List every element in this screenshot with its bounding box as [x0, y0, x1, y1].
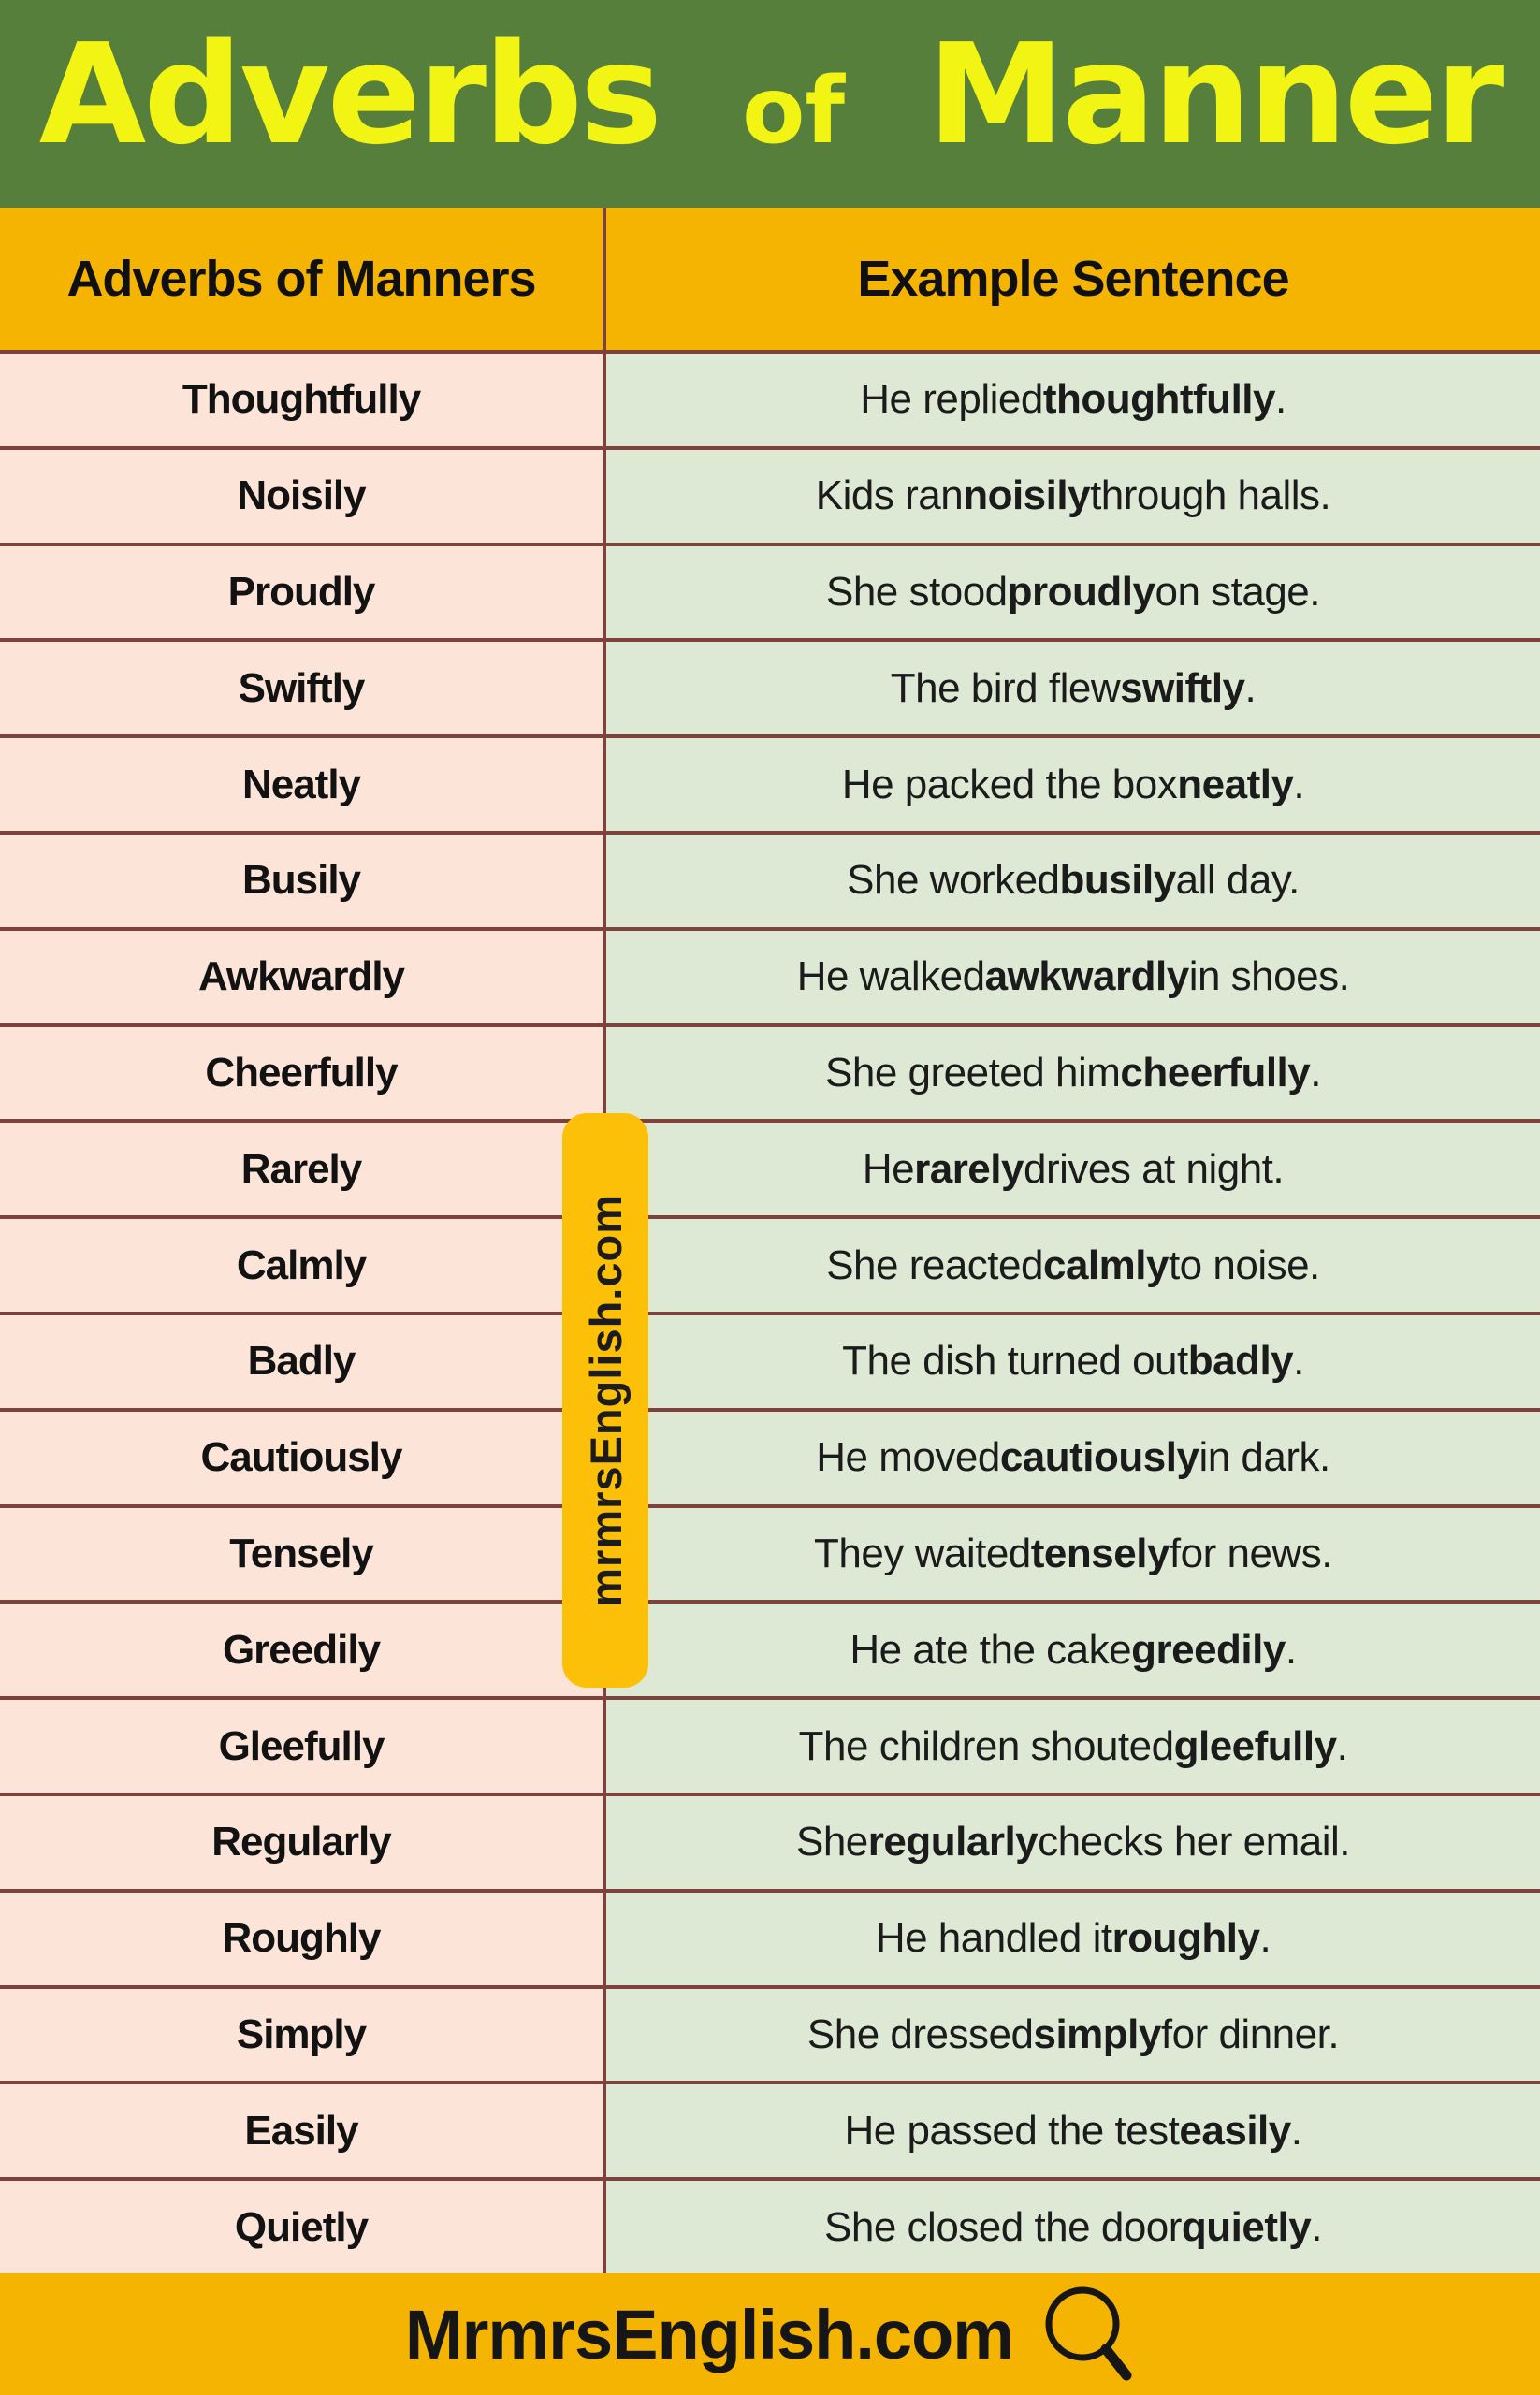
- sentence-post: for dinner.: [1160, 2010, 1340, 2057]
- footer: [0, 2273, 1540, 2395]
- table-row: [0, 354, 1540, 450]
- sentence-pre: The bird flew: [890, 664, 1121, 711]
- sentence-pre: She worked: [847, 857, 1060, 904]
- sentence-post: all day.: [1175, 857, 1300, 904]
- sentence-pre: He packed the box: [841, 761, 1178, 807]
- sentence-adverb-bold: tensely: [1030, 1530, 1170, 1576]
- example-sentence-cell: [606, 2181, 1540, 2273]
- table-row: [0, 2084, 1540, 2181]
- sentence-post: .: [1285, 1626, 1297, 1673]
- sentence-post: .: [1274, 376, 1286, 423]
- sentence-adverb-bold: cautiously: [999, 1434, 1199, 1481]
- sentence-adverb-bold: badly: [1187, 1338, 1294, 1385]
- sentence-pre: The dish turned out: [842, 1338, 1188, 1385]
- sentence-pre: He walked: [796, 953, 985, 1000]
- watermark-ribbon: [562, 1113, 648, 1688]
- sentence-adverb-bold: busily: [1059, 857, 1176, 904]
- adverb-cell: Proudly: [0, 546, 606, 639]
- sentence-adverb-bold: simply: [1033, 2010, 1161, 2057]
- title-word-manner: Manner: [927, 14, 1502, 175]
- sentence-adverb-bold: swiftly: [1120, 664, 1245, 711]
- sentence-post: on stage.: [1155, 568, 1320, 615]
- table-row: [0, 546, 1540, 643]
- sentence-post: .: [1293, 1338, 1304, 1385]
- table-row: [0, 1700, 1540, 1796]
- sentence-pre: He replied: [860, 376, 1043, 423]
- sentence-adverb-bold: easily: [1179, 2107, 1291, 2154]
- sentence-adverb-bold: quietly: [1181, 2203, 1312, 2250]
- title-word-adverbs: Adverbs: [38, 14, 661, 175]
- table-row: [0, 2181, 1540, 2273]
- adverb-cell: Rarely: [0, 1123, 606, 1215]
- table-row: [0, 450, 1540, 546]
- sentence-post: drives at night.: [1023, 1145, 1285, 1192]
- table-row: [0, 1219, 1540, 1315]
- sentence-pre: She stood: [825, 568, 1008, 615]
- sentence-post: .: [1311, 2203, 1322, 2250]
- sentence-post: for news.: [1169, 1530, 1332, 1576]
- adverb-cell: Quietly: [0, 2181, 606, 2273]
- sentence-pre: He passed the test: [844, 2107, 1180, 2154]
- table-row: [0, 1893, 1540, 1989]
- sentence-post: .: [1290, 2107, 1302, 2154]
- sentence-adverb-bold: cheerfully: [1120, 1049, 1311, 1096]
- sentence-adverb-bold: noisily: [963, 472, 1091, 519]
- sentence-post: in shoes.: [1188, 953, 1350, 1000]
- sentence-adverb-bold: awkwardly: [984, 953, 1189, 1000]
- adverb-cell: Cheerfully: [0, 1027, 606, 1120]
- table-body: [0, 354, 1540, 2273]
- sentence-adverb-bold: rarely: [914, 1145, 1024, 1192]
- sentence-post: .: [1293, 761, 1305, 807]
- sentence-post: .: [1310, 1049, 1321, 1096]
- sentence-pre: She reacted: [826, 1241, 1043, 1288]
- adverb-cell: Roughly: [0, 1893, 606, 1985]
- example-sentence-cell: [606, 1412, 1540, 1504]
- example-sentence-cell: [606, 738, 1540, 831]
- sentence-adverb-bold: gleefully: [1173, 1722, 1337, 1769]
- sentence-pre: The children shouted: [798, 1722, 1174, 1769]
- sentence-pre: She dressed: [806, 2010, 1034, 2057]
- example-sentence-cell: [606, 2084, 1540, 2177]
- example-sentence-cell: [606, 1508, 1540, 1601]
- example-sentence-cell: [606, 1315, 1540, 1408]
- sentence-post: .: [1259, 1915, 1271, 1962]
- watermark-text: mrmrsEnglish.com: [580, 1194, 631, 1607]
- sentence-adverb-bold: thoughtfully: [1042, 376, 1275, 423]
- table-row: [0, 1604, 1540, 1700]
- adverb-cell: Swiftly: [0, 642, 606, 734]
- sentence-post: through halls.: [1090, 472, 1331, 519]
- adverb-cell: Tensely: [0, 1508, 606, 1601]
- sentence-pre: He: [862, 1145, 915, 1192]
- example-sentence-cell: [606, 546, 1540, 639]
- table-row: [0, 1315, 1540, 1412]
- sentence-post: .: [1244, 664, 1257, 711]
- table-row: [0, 1508, 1540, 1604]
- sentence-post: in dark.: [1199, 1434, 1330, 1481]
- example-sentence-cell: [606, 642, 1540, 734]
- sentence-post: .: [1336, 1722, 1348, 1769]
- example-sentence-cell: [606, 450, 1540, 543]
- example-sentence-cell: [606, 1700, 1540, 1793]
- adverb-cell: Easily: [0, 2084, 606, 2177]
- adverb-cell: Gleefully: [0, 1700, 606, 1793]
- sentence-pre: She closed the door: [824, 2203, 1182, 2250]
- sentence-post: checks her email.: [1038, 1819, 1351, 1865]
- table-row: [0, 1123, 1540, 1219]
- table-row: [0, 1989, 1540, 2085]
- adverb-cell: Awkwardly: [0, 931, 606, 1023]
- example-sentence-cell: [606, 1604, 1540, 1696]
- table-row: [0, 738, 1540, 835]
- sentence-pre: She: [795, 1819, 868, 1865]
- column-header-example: Example Sentence: [857, 251, 1289, 307]
- footer-site-text: MrmrsEnglish.com: [404, 2295, 1014, 2373]
- adverb-cell: Cautiously: [0, 1412, 606, 1504]
- table-row: [0, 835, 1540, 931]
- example-sentence-cell: [606, 354, 1540, 446]
- search-icon: [1041, 2283, 1135, 2386]
- adverb-cell: Noisily: [0, 450, 606, 543]
- sentence-adverb-bold: neatly: [1177, 761, 1294, 807]
- adverb-cell: Busily: [0, 835, 606, 927]
- table-row: [0, 642, 1540, 738]
- example-sentence-cell: [606, 1989, 1540, 2082]
- adverb-cell: Neatly: [0, 738, 606, 831]
- table-header-row: [0, 208, 1540, 354]
- adverb-cell: Greedily: [0, 1604, 606, 1696]
- sentence-adverb-bold: regularly: [867, 1819, 1039, 1865]
- sentence-adverb-bold: greedily: [1131, 1626, 1286, 1673]
- sentence-pre: Kids ran: [815, 472, 964, 519]
- sentence-post: to noise.: [1168, 1241, 1320, 1288]
- adverb-cell: Simply: [0, 1989, 606, 2082]
- table-row: [0, 1027, 1540, 1124]
- sentence-adverb-bold: roughly: [1111, 1915, 1260, 1962]
- title-word-of: of: [742, 58, 846, 165]
- sentence-adverb-bold: proudly: [1007, 568, 1155, 615]
- example-sentence-cell: [606, 1027, 1540, 1120]
- sentence-pre: She greeted him: [825, 1049, 1121, 1096]
- sentence-adverb-bold: calmly: [1042, 1241, 1169, 1288]
- table-row: [0, 931, 1540, 1027]
- sentence-pre: He handled it: [875, 1915, 1112, 1962]
- table-row: [0, 1796, 1540, 1893]
- example-sentence-cell: [606, 1219, 1540, 1312]
- table-row: [0, 1412, 1540, 1508]
- example-sentence-cell: [606, 1123, 1540, 1215]
- example-sentence-cell: [606, 1796, 1540, 1889]
- sentence-pre: They waited: [814, 1530, 1031, 1576]
- sentence-pre: He moved: [816, 1434, 1000, 1481]
- example-sentence-cell: [606, 835, 1540, 927]
- sentence-pre: He ate the cake: [850, 1626, 1132, 1673]
- example-sentence-cell: [606, 1893, 1540, 1985]
- adverb-cell: Regularly: [0, 1796, 606, 1889]
- adverb-cell: Thoughtfully: [0, 354, 606, 446]
- title-banner: [0, 0, 1540, 208]
- adverb-cell: Badly: [0, 1315, 606, 1408]
- example-sentence-cell: [606, 931, 1540, 1023]
- adverb-cell: Calmly: [0, 1219, 606, 1312]
- column-header-adverbs: Adverbs of Manners: [0, 208, 606, 350]
